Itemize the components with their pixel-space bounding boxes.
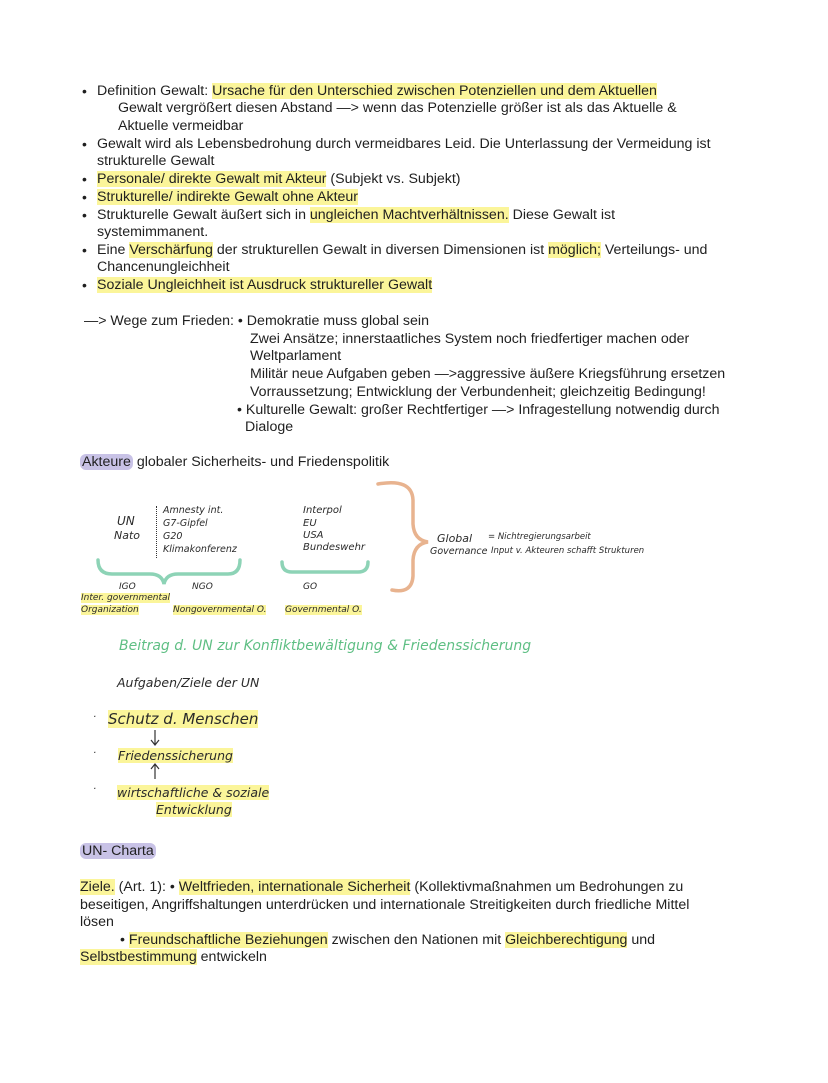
culture-line: • Kulturelle Gewalt: großer Rechtfertiger —> Infragestellung notwendig durch: [237, 402, 720, 418]
bullet-dot: •: [82, 136, 87, 152]
ngo-item: G20: [163, 531, 183, 542]
un-section-title: Beitrag d. UN zur Konfliktbewältigung & Friedenssicherung: [119, 638, 532, 654]
task-development: wirtschaftliche & soziale: [117, 785, 270, 800]
bullet-dot: ·: [93, 712, 97, 723]
global-label: Global: [437, 532, 473, 545]
bullet-4: Strukturelle/ indirekte Gewalt ohne Akteur: [97, 189, 359, 205]
bullet-5: Strukturelle Gewalt äußert sich in ungleichen Machtverhältnissen. Diese Gewalt ist: [97, 207, 616, 223]
go-item: Interpol: [303, 505, 342, 516]
actors-heading: Akteure globaler Sicherheits- und Friedenspolitik: [82, 454, 390, 470]
bullet-6-cont: Chancenungleichheit: [97, 259, 230, 275]
igo-ngo-brace: [98, 560, 240, 584]
peace-line: Zwei Ansätze; innerstaatliches System noch friedfertiger machen oder: [250, 331, 690, 347]
charta-heading: UN- Charta: [82, 843, 154, 859]
peace-line: Weltparlament: [250, 348, 342, 364]
task-peace: Friedenssicherung: [118, 748, 233, 763]
charta-goal-2-cont: Selbstbestimmung entwickeln: [80, 949, 267, 965]
charta-goal-1-cont: lösen: [80, 914, 114, 930]
governance-note: = Nichtregierungsarbeit: [488, 532, 591, 542]
igo-full: Inter. governmental: [81, 593, 171, 603]
go-brace: [282, 562, 368, 572]
task-protection: Schutz d. Menschen: [108, 710, 259, 728]
bullet-2: Gewalt wird als Lebensbedrohung durch vermeidbares Leid. Die Unterlassung der Vermeidung ist: [97, 136, 711, 152]
bullet-2-cont: strukturelle Gewalt: [97, 153, 215, 169]
bullet-1-cont: Gewalt vergrößert diesen Abstand —> wenn das Potenzielle größer ist als das Aktuelle &: [118, 100, 677, 116]
bullet-dot: ·: [93, 784, 97, 795]
igo-full: Organization: [81, 605, 139, 615]
ngo-item: Amnesty int.: [163, 505, 224, 516]
bullet-dot: •: [82, 171, 87, 187]
go-item: USA: [303, 530, 324, 541]
charta-goal-2: • Freundschaftliche Beziehungen zwischen den Nationen mit Gleichberechtigung und: [120, 932, 655, 948]
bullet-dot: ·: [93, 748, 97, 759]
peace-line: Militär neue Aufgaben geben —>aggressive äußere Kriegsführung ersetzen: [250, 366, 726, 382]
bullet-dot: •: [82, 277, 87, 293]
bullet-1-cont: Aktuelle vermeidbar: [118, 118, 244, 134]
igo-item: UN: [117, 514, 135, 528]
go-item: EU: [303, 518, 317, 529]
igo-item: Nato: [114, 529, 141, 542]
charta-goal-1-cont: beseitigen, Angriffshaltungen unterdrücken und internationale Streitigkeiten durch friedliche Mittel: [80, 897, 690, 913]
charta-goal-1: Ziele. (Art. 1): • Weltfrieden, internationale Sicherheit (Kollektivmaßnahmen um Bedrohungen zu: [80, 879, 684, 895]
arrow-down: [151, 730, 159, 745]
go-item: Bundeswehr: [303, 542, 366, 553]
bullet-7: Soziale Ungleichheit ist Ausdruck struktureller Gewalt: [97, 277, 433, 293]
governance-label: Governance: [430, 546, 488, 557]
arrow-up: [151, 764, 159, 779]
go-label: GO: [303, 582, 318, 592]
bullet-dot: •: [82, 189, 87, 205]
ngo-full: Nongovernmental O.: [173, 605, 267, 615]
un-tasks-heading: Aufgaben/Ziele der UN: [117, 675, 260, 690]
global-governance-brace: [378, 483, 428, 591]
bullet-3: Personale/ direkte Gewalt mit Akteur (Subjekt vs. Subjekt): [97, 171, 461, 187]
peace-line: Vorraussetzung; Entwicklung der Verbundenheit; gleichzeitig Bedingung!: [250, 384, 706, 400]
bullet-dot: •: [82, 83, 87, 99]
bullet-dot: •: [82, 207, 87, 223]
bullet-5-cont: systemimmanent.: [97, 224, 209, 240]
ngo-item: G7-Gipfel: [163, 518, 208, 529]
bullet-6: Eine Verschärfung der strukturellen Gewalt in diversen Dimensionen ist möglich; Verteilungs- und: [97, 242, 708, 258]
governance-note: Input v. Akteuren schafft Strukturen: [491, 546, 645, 556]
culture-line: Dialoge: [245, 419, 294, 435]
go-full: Governmental O.: [285, 605, 362, 615]
igo-label: IGO: [119, 582, 136, 592]
bullet-1: Definition Gewalt: Ursache für den Unterschied zwischen Potenziellen und dem Aktuellen: [97, 83, 657, 99]
bullet-dot: •: [82, 242, 87, 258]
task-development-cont: Entwicklung: [156, 802, 232, 817]
peace-lead: —> Wege zum Frieden: • Demokratie muss global sein: [84, 313, 429, 329]
ngo-label: NGO: [192, 582, 213, 592]
ngo-item: Klimakonferenz: [163, 544, 237, 555]
